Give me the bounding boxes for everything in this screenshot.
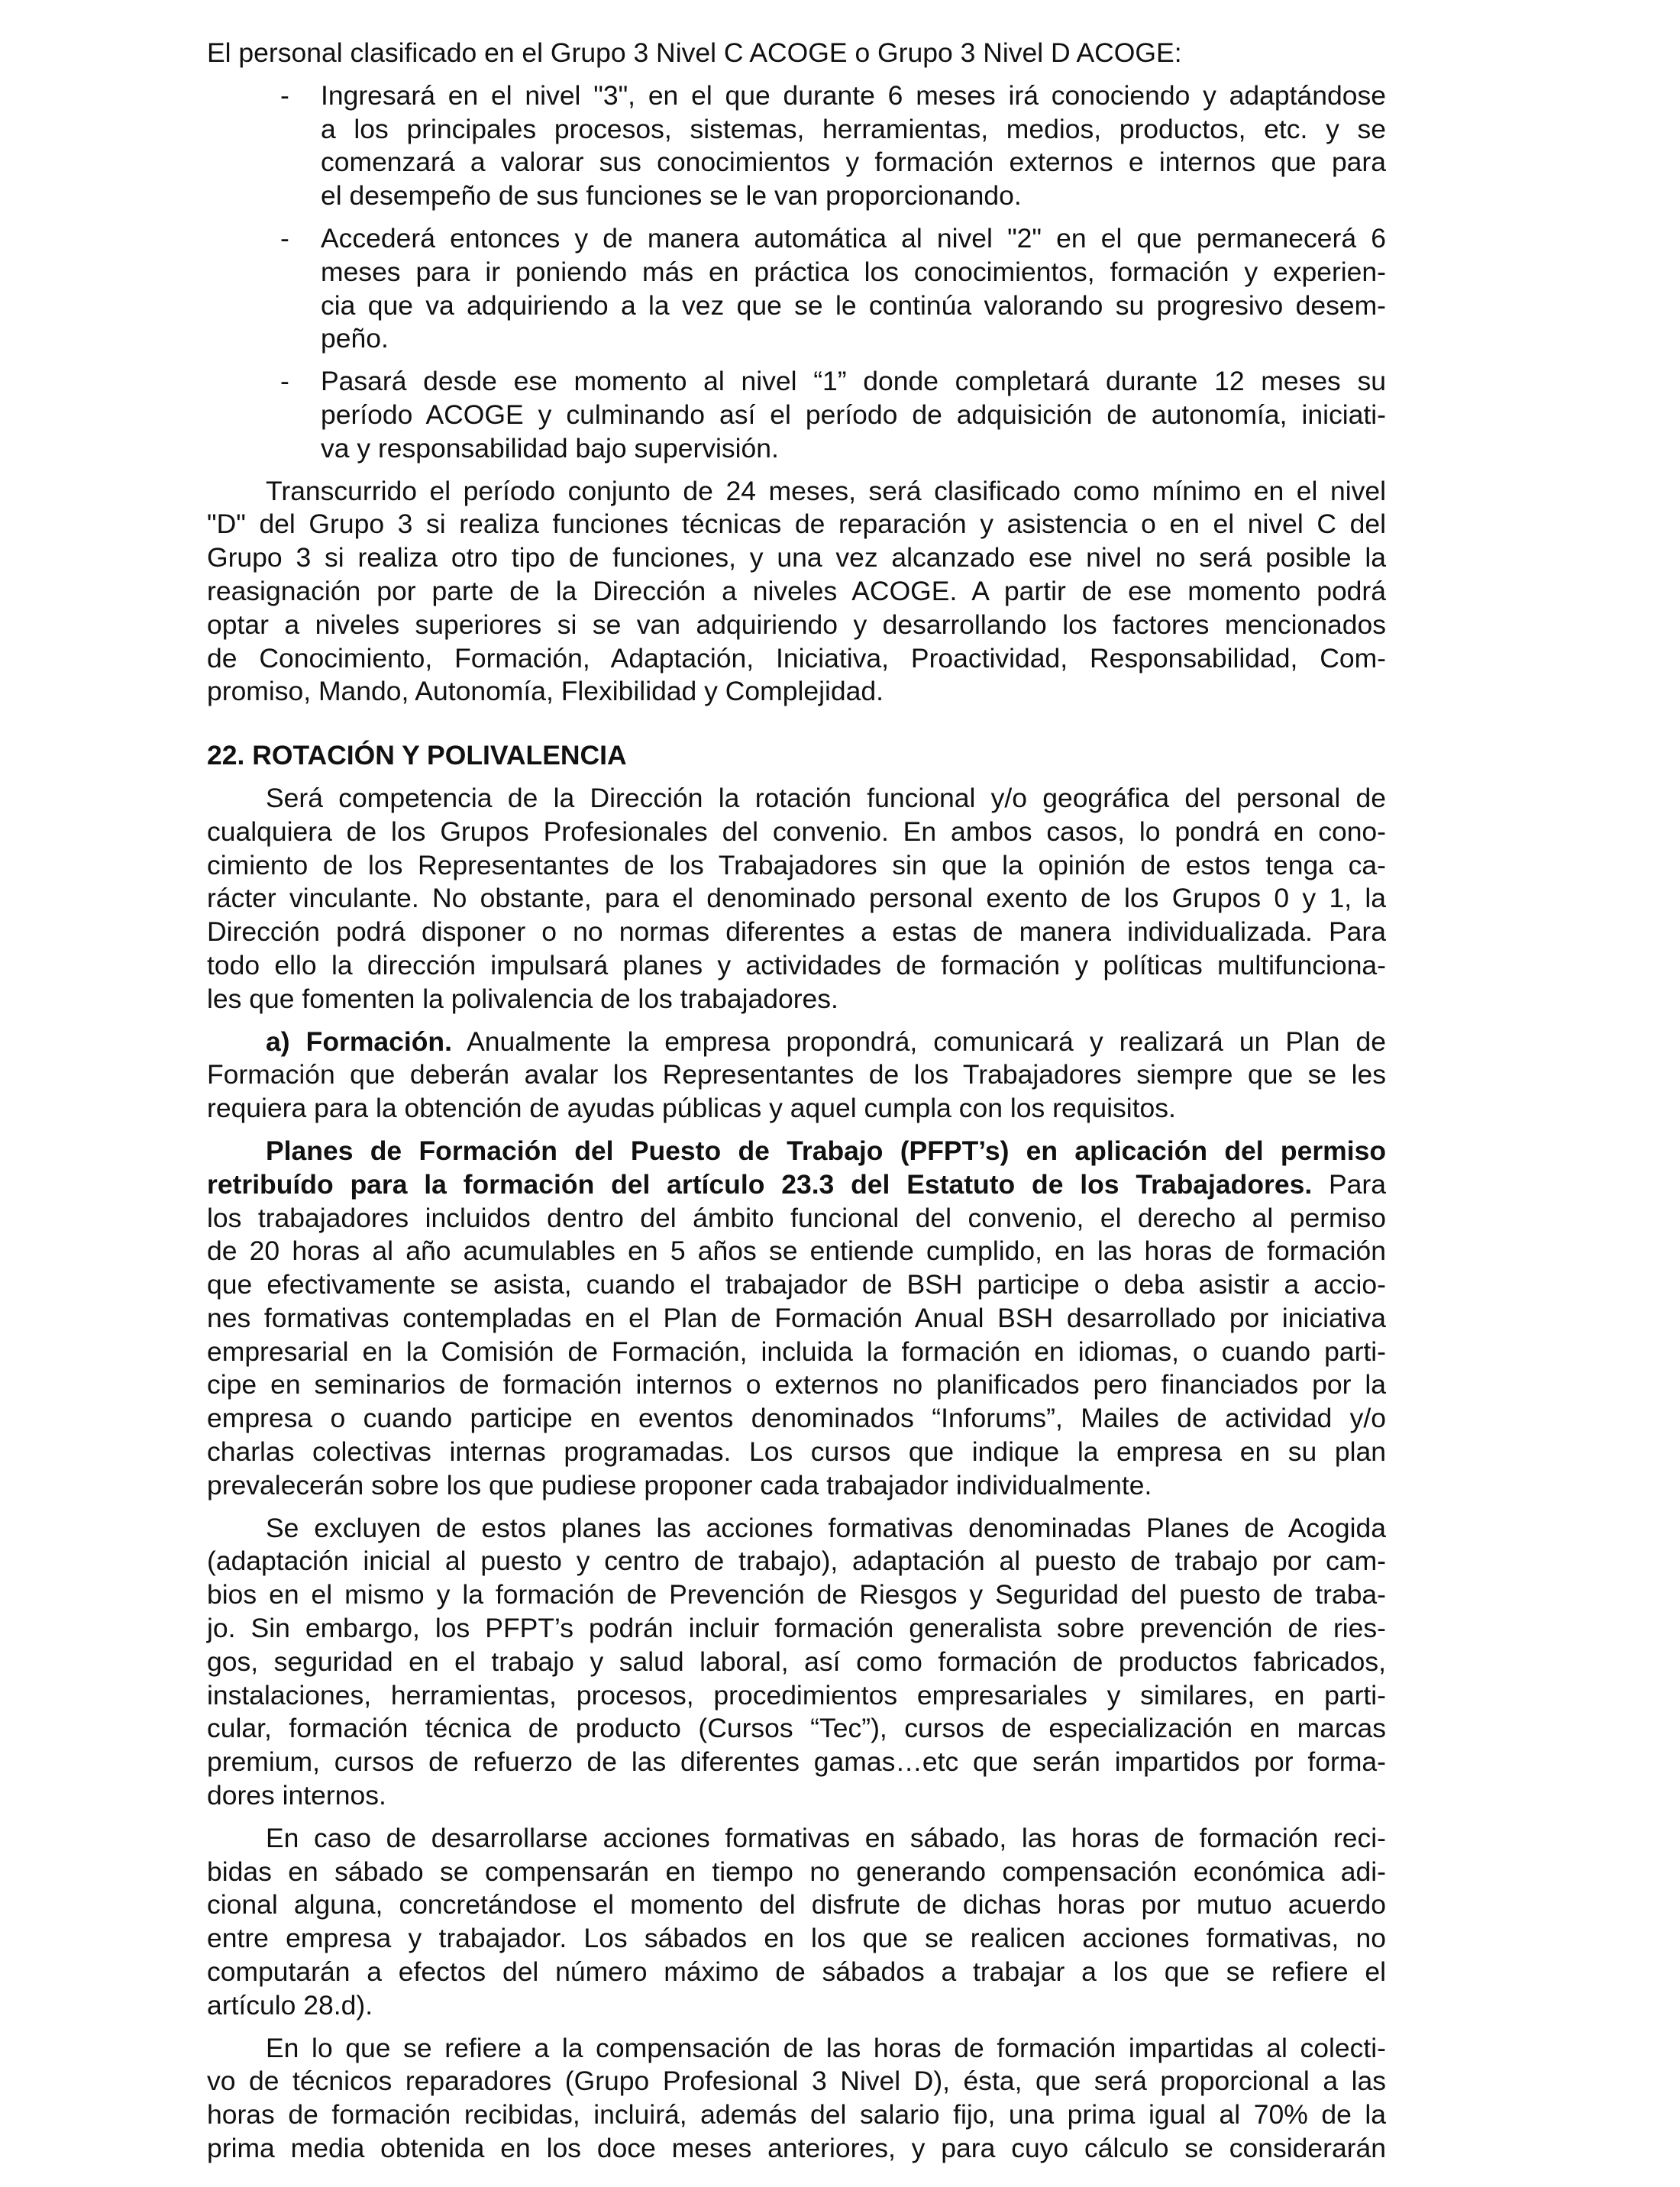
line-text: jo. Sin embargo, los PFPT’s podrán incluir formación generalista sobre prevención de ries- (207, 1613, 1386, 1644)
text-line (321, 289, 1386, 323)
text-line (207, 1989, 1386, 2023)
text-line (207, 2032, 1386, 2066)
text-line (207, 675, 1386, 709)
line-text: Formación que deberán avalar los Representantes de los Trabajadores siempre que se les (207, 1059, 1386, 1090)
text-line (207, 1168, 1386, 1202)
text-line (321, 399, 1386, 432)
text-line (207, 1779, 1386, 1813)
line-text: Accederá entonces y de manera automática al nivel "2" en el que permanecerá 6 (321, 222, 1386, 254)
paragraph (207, 2032, 1386, 2166)
text-line (207, 1822, 1386, 1856)
text-line (207, 739, 1386, 773)
line-text: bidas en sábado se compensarán en tiempo no generando compensación económica adi- (207, 1856, 1386, 1887)
line-text: computarán a efectos del número máximo de sábados a trabajar a los que se refiere el (207, 1956, 1386, 1988)
text-line (207, 1922, 1386, 1956)
line-text: horas de formación recibidas, incluirá, además del salario fijo, una prima igual al 70% de la (207, 2099, 1386, 2130)
line-text: que efectivamente se asista, cuando el trabajador de BSH participe o deba asistir a accio- (207, 1269, 1386, 1300)
text-line (321, 365, 1386, 399)
line-text: nes formativas contempladas en el Plan de Formación Anual BSH desarrollado por iniciativa (207, 1302, 1386, 1333)
line-text: les que fomenten la polivalencia de los trabajadores. (207, 983, 838, 1014)
text-line (207, 1512, 1386, 1546)
text-line (207, 983, 1386, 1016)
line-text: comenzará a valorar sus conocimientos y formación externos e internos que para (321, 147, 1386, 178)
text-line (207, 1746, 1386, 1779)
line-text: "D" del Grupo 3 si realiza funciones técnicas de reparación y asistencia o en el nivel C del (207, 509, 1386, 540)
line-text: los trabajadores incluidos dentro del ámbito funcional del convenio, el derecho al permiso (207, 1202, 1386, 1233)
paragraph (207, 1512, 1386, 1813)
text-line (207, 1058, 1386, 1092)
text-line (207, 541, 1386, 575)
bold-lead-text: Planes de Formación del Puesto de Trabajo (PFPT’s) en aplicación del permiso (266, 1135, 1386, 1166)
text-line (207, 1679, 1386, 1713)
line-text: peño. (321, 323, 389, 354)
line-text: Será competencia de la Dirección la rotación funcional y/o geográfica del personal de (266, 782, 1386, 813)
bullet-marker: - (280, 79, 289, 111)
line-text: Ingresará en el nivel "3", en el que durante 6 meses irá conociendo y adaptándose (321, 79, 1386, 111)
text-line (207, 609, 1386, 642)
line-text: En caso de desarrollarse acciones formativas en sábado, las horas de formación reci- (266, 1822, 1386, 1853)
line-text: (adaptación inicial al puesto y centro de trabajo), adaptación al puesto de trabajo por cam- (207, 1546, 1386, 1577)
line-text: 22. ROTACIÓN Y POLIVALENCIA (207, 740, 627, 771)
line-text: optar a niveles superiores si se van adquiriendo y desarrollando los factores mencionados (207, 609, 1386, 640)
bold-lead-text: retribuído para la formación del artículo 23.3 del Estatuto de los Trabajadores. (207, 1168, 1313, 1200)
line-text: cualquiera de los Grupos Profesionales del convenio. En ambos casos, lo pondrá en cono- (207, 816, 1386, 847)
text-line (321, 113, 1386, 147)
line-text: gos, seguridad en el trabajo y salud laboral, así como formación de productos fabricados, (207, 1646, 1386, 1677)
bullet-marker: - (280, 222, 289, 254)
text-line (207, 1268, 1386, 1302)
line-text: de 20 horas al año acumulables en 5 años se entiende cumplido, en las horas de formación (207, 1236, 1386, 1267)
line-text: El personal clasificado en el Grupo 3 Nivel C ACOGE o Grupo 3 Nivel D ACOGE: (207, 37, 1182, 68)
text-line (207, 1612, 1386, 1646)
line-text: prevalecerán sobre los que pudiese proponer cada trabajador individualmente. (207, 1469, 1152, 1501)
text-line (207, 475, 1386, 509)
text-line (207, 1856, 1386, 1889)
line-text: el desempeño de sus funciones se le van proporcionando. (321, 180, 1022, 212)
line-text: Se excluyen de estos planes las acciones formativas denominadas Planes de Acogida (266, 1512, 1386, 1543)
text-line (207, 1646, 1386, 1679)
text-line (207, 1235, 1386, 1268)
line-text: requiera para la obtención de ayudas públicas y aquel cumpla con los requisitos. (207, 1093, 1176, 1124)
line-text: va y responsabilidad bajo supervisión. (321, 432, 779, 464)
bullet-item (207, 365, 1386, 465)
text-line (207, 1402, 1386, 1436)
paragraph (207, 782, 1386, 1016)
bold-lead-text: a) Formación. (266, 1026, 452, 1057)
line-text: empresarial en la Comisión de Formación, incluida la formación en idiomas, o cuando parti- (207, 1336, 1386, 1367)
bullet-item (207, 79, 1386, 213)
line-text: Anualmente la empresa propondrá, comunicará y realizará un Plan de (451, 1026, 1386, 1057)
text-line (207, 575, 1386, 609)
line-text: cional alguna, concretándose el momento del disfrute de dichas horas por mutuo acuerdo (207, 1889, 1386, 1920)
paragraph (207, 37, 1386, 70)
text-line (207, 1436, 1386, 1469)
text-line (207, 37, 1386, 70)
line-text: Transcurrido el período conjunto de 24 meses, será clasificado como mínimo en el nivel (266, 475, 1386, 506)
line-text: vo de técnicos reparadores (Grupo Profesional 3 Nivel D), ésta, que será proporcional a las (207, 2066, 1386, 2097)
line-text: entre empresa y trabajador. Los sábados en los que se realicen acciones formativas, no (207, 1923, 1386, 1954)
text-line (207, 642, 1386, 676)
line-text: Para (1312, 1168, 1386, 1200)
section-heading (207, 739, 1386, 773)
text-line (207, 1026, 1386, 1059)
text-line (207, 1302, 1386, 1336)
text-line (207, 1202, 1386, 1236)
text-line (207, 949, 1386, 983)
text-line (207, 1092, 1386, 1126)
line-text: artículo 28.d). (207, 1989, 373, 2021)
document-page (207, 37, 1386, 2166)
text-line (321, 222, 1386, 256)
line-text: reasignación por parte de la Dirección a niveles ACOGE. A partir de ese momento podrá (207, 575, 1386, 606)
line-text: cimiento de los Representantes de los Trabajadores sin que la opinión de estos tenga ca- (207, 849, 1386, 880)
line-text: bios en el mismo y la formación de Prevención de Riesgos y Seguridad del puesto de traba- (207, 1579, 1386, 1610)
line-text: rácter vinculante. No obstante, para el denominado personal exento de los Grupos 0 y 1, la (207, 883, 1386, 914)
line-text: período ACOGE y culminando así el período de adquisición de autonomía, iniciati- (321, 399, 1386, 430)
text-line (207, 882, 1386, 916)
text-line (207, 849, 1386, 883)
line-text: meses para ir poniendo más en práctica los conocimientos, formación y experien- (321, 256, 1386, 287)
text-line (207, 1956, 1386, 1989)
text-line (207, 1368, 1386, 1402)
text-line (321, 322, 1386, 356)
line-text: promiso, Mando, Autonomía, Flexibilidad y Complejidad. (207, 676, 884, 707)
text-line (207, 508, 1386, 541)
line-text: instalaciones, herramientas, procesos, procedimientos empresariales y similares, en parti- (207, 1679, 1386, 1711)
line-text: Dirección podrá disponer o no normas diferentes a estas de manera individualizada. Para (207, 916, 1386, 948)
line-text: premium, cursos de refuerzo de las diferentes gamas…etc que serán impartidos por forma- (207, 1746, 1386, 1778)
text-line (207, 1336, 1386, 1369)
paragraph (207, 1135, 1386, 1503)
text-line (207, 1712, 1386, 1746)
text-line (207, 1469, 1386, 1503)
line-text: cia que va adquiriendo a la vez que se le continúa valorando su progresivo desem- (321, 289, 1386, 321)
text-line (207, 916, 1386, 949)
line-text: empresa o cuando participe en eventos denominados “Inforums”, Mailes de actividad y/o (207, 1403, 1386, 1434)
paragraph (207, 1822, 1386, 2023)
text-line (207, 1545, 1386, 1578)
text-line (207, 1578, 1386, 1612)
line-text: prima media obtenida en los doce meses anteriores, y para cuyo cálculo se considerarán (207, 2133, 1386, 2164)
line-text: cular, formación técnica de producto (Cursos “Tec”), cursos de especialización en marcas (207, 1713, 1386, 1744)
line-text: Grupo 3 si realiza otro tipo de funciones, y una vez alcanzado ese nivel no será posible la (207, 542, 1386, 573)
line-text: todo ello la dirección impulsará planes y actividades de formación y políticas multifunciona- (207, 949, 1386, 980)
line-text: cipe en seminarios de formación internos o externos no planificados pero financiados por la (207, 1369, 1386, 1400)
paragraph (207, 1026, 1386, 1126)
text-line (207, 782, 1386, 816)
text-line (207, 2065, 1386, 2098)
text-line (321, 146, 1386, 179)
line-text: charlas colectivas internas programadas. Los cursos que indique la empresa en su plan (207, 1436, 1386, 1468)
line-text: dores internos. (207, 1780, 386, 1811)
text-line (321, 79, 1386, 113)
bullet-marker: - (280, 366, 289, 397)
text-line (207, 1135, 1386, 1168)
line-text: Pasará desde ese momento al nivel “1” donde completará durante 12 meses su (321, 366, 1386, 397)
line-text: a los principales procesos, sistemas, herramientas, medios, productos, etc. y se (321, 113, 1386, 144)
text-line (207, 816, 1386, 849)
text-line (321, 179, 1386, 213)
bullet-item (207, 222, 1386, 356)
text-line (321, 256, 1386, 289)
line-text: de Conocimiento, Formación, Adaptación, Iniciativa, Proactividad, Responsabilidad, Com- (207, 642, 1386, 674)
text-line (207, 2132, 1386, 2166)
line-text: En lo que se refiere a la compensación de las horas de formación impartidas al colecti- (266, 2032, 1386, 2063)
text-line (207, 2098, 1386, 2132)
text-line (321, 432, 1386, 466)
text-line (207, 1888, 1386, 1922)
paragraph (207, 475, 1386, 709)
